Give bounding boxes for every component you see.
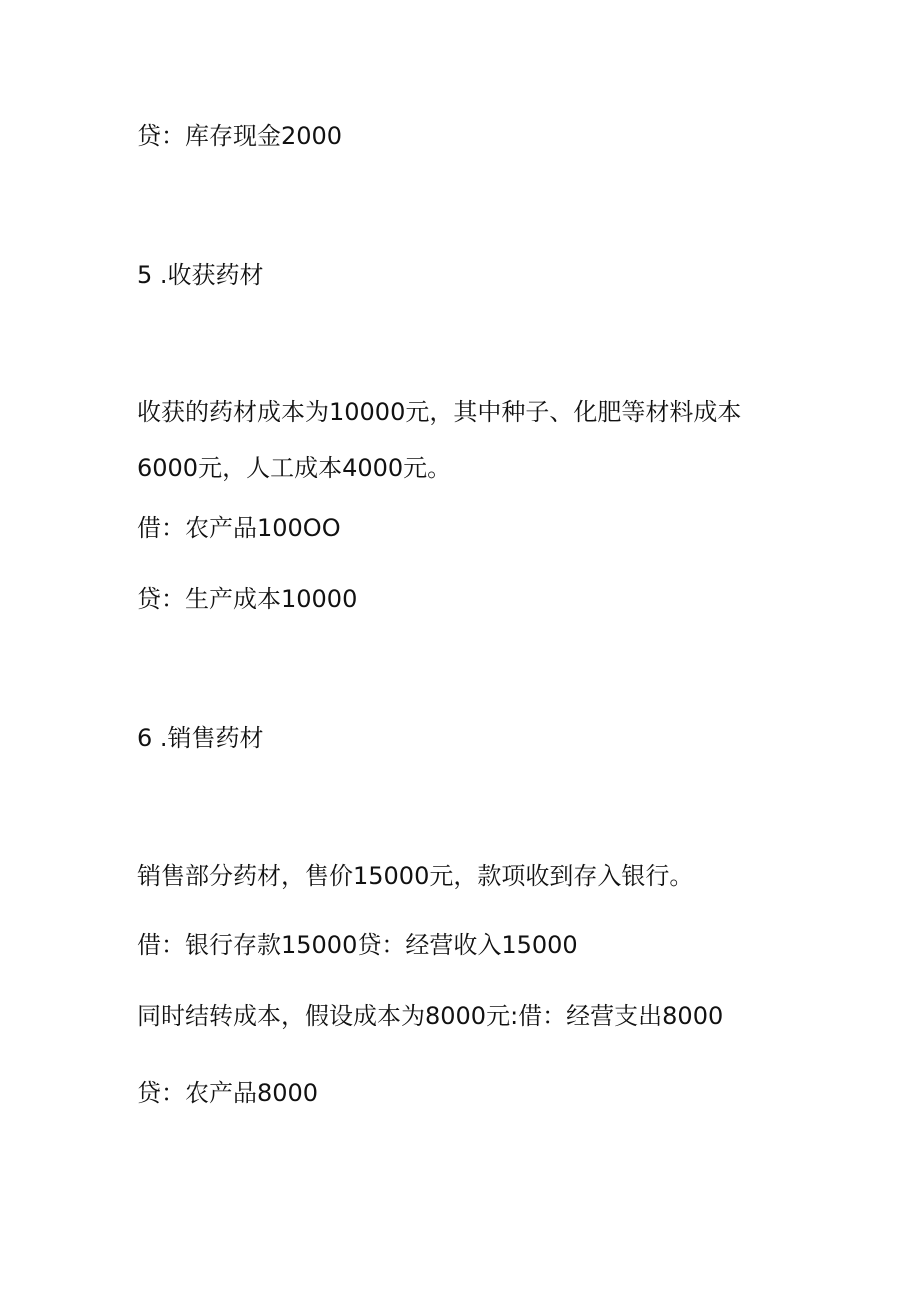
section-6-heading: 6 .销售药材 [137, 724, 264, 752]
section-5-heading: 5 .收获药材 [137, 261, 264, 289]
section-6-cost-line: 同时结转成本，假设成本为8000元:借：经营支出8000 [137, 1002, 724, 1030]
section-6-entry-line: 借：银行存款15000贷：经营收入15000 [137, 931, 578, 959]
section-5-paragraph-line-1: 收获的药材成本为10000元，其中种子、化肥等材料成本 [137, 398, 742, 426]
credit-cash-line: 贷：库存现金2000 [137, 122, 343, 150]
section-5-credit-line: 贷：生产成本10000 [137, 585, 358, 613]
section-6-paragraph: 销售部分药材，售价15000元，款项收到存入银行。 [137, 862, 694, 890]
section-6-credit-line: 贷：农产品8000 [137, 1079, 319, 1107]
section-5-debit-line: 借：农产品100OO [137, 514, 341, 542]
section-5-paragraph [137, 384, 777, 496]
section-5-paragraph-line-2: 6000元，人工成本4000元。 [137, 454, 452, 482]
